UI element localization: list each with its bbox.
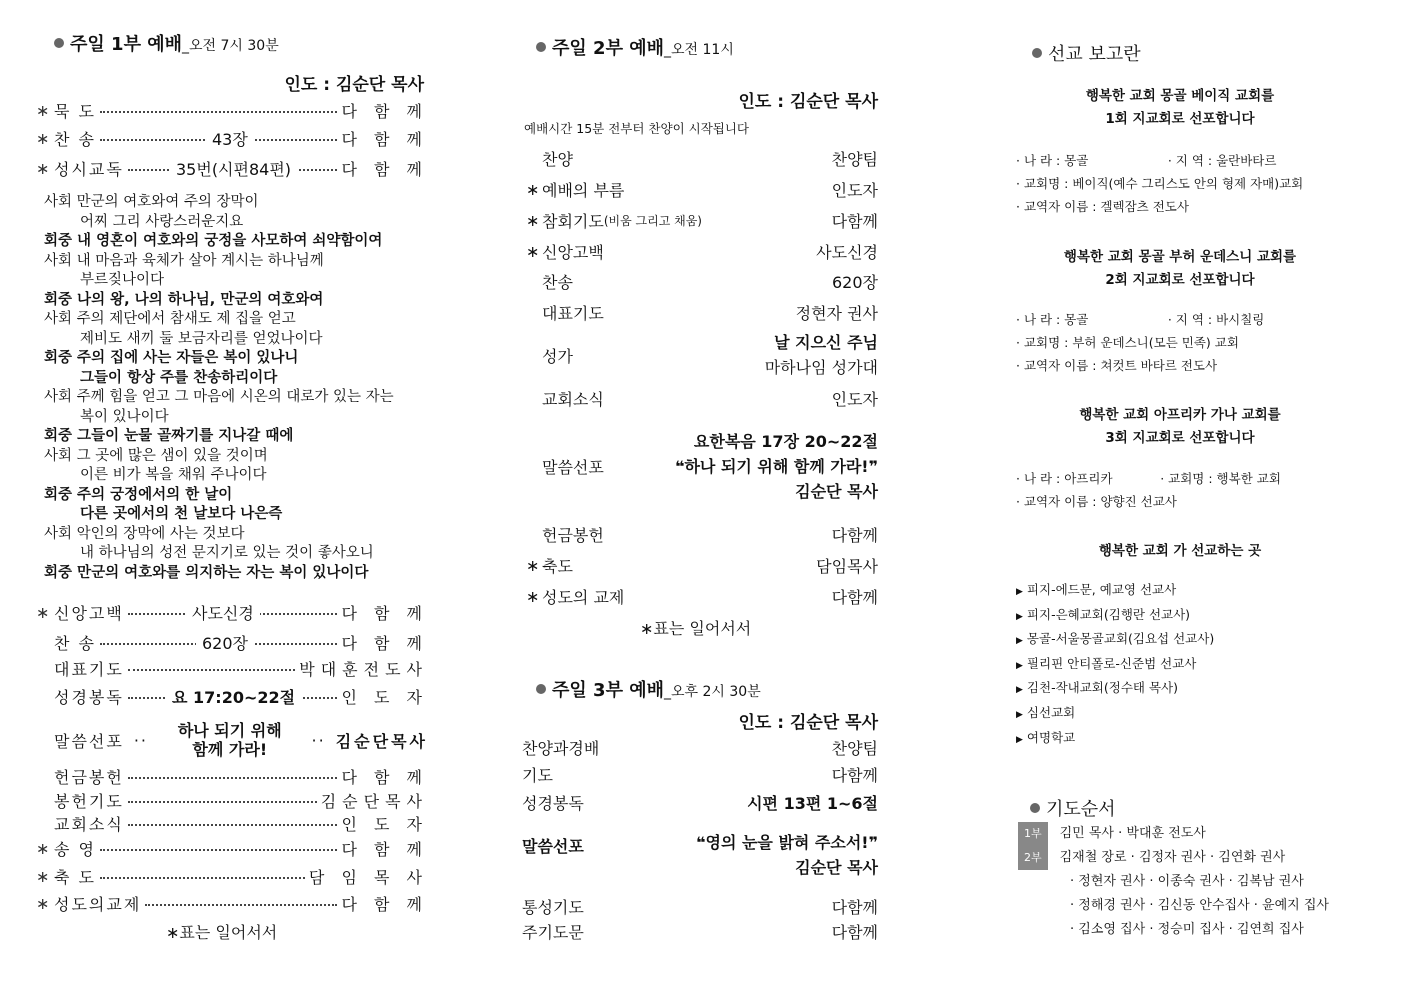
order-item-label: 예배의 부름 — [542, 180, 625, 200]
service-1-title: 주일 1부 예배 — [70, 34, 182, 55]
order-item-label: 봉헌기도 — [54, 791, 124, 811]
order-row — [522, 553, 878, 577]
order-item-label: 축도 — [542, 556, 573, 576]
sermon-preacher: 김순단 목사 — [795, 481, 878, 501]
service-1-time: _오전 7시 30분 — [182, 38, 279, 54]
order-row — [522, 522, 878, 546]
mission-2-title: 행복한 교회 몽골 부허 운데스니 교회를 2회 지교회로 선포합니다 — [1063, 249, 1297, 288]
prayer-names: 김민 목사 · 박대훈 전도사 — [1059, 826, 1206, 841]
order-row — [522, 919, 878, 943]
order-item-detail: 35번(시편84편) — [170, 157, 297, 180]
order-row — [36, 600, 428, 624]
reading-line: 사회 주의 제단에서 참새도 제 집을 얻고 — [44, 311, 296, 327]
order-item-leader: 박대훈전도사 — [299, 659, 428, 679]
order-item-leader: 다 함 께 — [341, 633, 428, 653]
order-item-leader: 인 도 자 — [341, 814, 428, 834]
standing-mark: ∗ — [36, 100, 50, 120]
order-item-leader: 찬양팀 — [831, 738, 878, 758]
standing-mark: ∗ — [526, 586, 540, 606]
reading-line: 이른 비가 복을 채워 주나이다 — [80, 467, 267, 483]
dot-leader — [100, 111, 337, 113]
triangle-bullet-icon: ▶ — [1016, 587, 1023, 597]
reading-line: 사회 그 곳에 많은 샘이 있을 것이며 — [44, 447, 268, 464]
order-item-label: 찬송 — [542, 272, 573, 292]
order-row — [36, 126, 428, 150]
order-item-leader: 다함께 — [831, 211, 878, 231]
dot-leader — [100, 877, 305, 879]
service-1-leader: 인도 : 김순단 목사 — [284, 75, 424, 95]
dot-leader — [145, 904, 337, 906]
mission-list-item — [1016, 702, 1214, 727]
supported-missions-list — [1016, 579, 1214, 751]
order-item-leader: 다 함 께 — [341, 101, 428, 121]
order-item-detail: 사도신경 — [186, 601, 260, 624]
order-row — [36, 836, 428, 860]
bullet-icon — [536, 42, 546, 52]
reading-line: 사회 주께 힘을 얻고 그 마음에 시온의 대로가 있는 자는 — [44, 389, 394, 405]
order-item-leader: 사도신경 — [816, 242, 878, 262]
sermon-label: 말씀선포 — [542, 457, 604, 477]
prayer-row — [1018, 894, 1329, 918]
mission-2-info: · 나 라 : 몽골 · 지 역 : 바시칠링 · 교회명 : 부허 운데스니(모든 민족) 교회 · 교역자 이름 : 쳐컷트 바타르 전도사 — [1016, 312, 1265, 373]
order-item-leader: 다 함 께 — [341, 767, 428, 787]
dot-leader — [128, 777, 338, 779]
triangle-bullet-icon: ▶ — [1016, 734, 1023, 745]
order-item-label: 성경봉독 — [522, 793, 584, 813]
order-row — [522, 790, 878, 814]
reading-line: 복이 있나이다 — [80, 408, 169, 425]
mission-1-title: 행복한 교회 몽골 베이직 교회를 1회 지교회로 선포합니다 — [1085, 88, 1275, 127]
standing-mark: ∗ — [526, 241, 540, 261]
reading-line: 사회 내 마음과 육체가 살아 계시는 하나님께 — [44, 252, 324, 269]
order-item-leader: 다함께 — [831, 922, 878, 942]
bullet-icon — [1032, 48, 1042, 58]
reading-line: 어찌 그리 사랑스러운지요 — [80, 213, 244, 230]
mission-name: 여명학교 — [1026, 729, 1076, 745]
prayer-row — [1018, 846, 1329, 870]
order-item-label: 성시교독 — [54, 159, 124, 179]
sermon-title: 하나 되기 위해 함께 가라! — [177, 721, 282, 759]
order-item-label: 교회소식 — [54, 814, 124, 834]
mission-list-item — [1016, 653, 1214, 678]
order-item-label: 찬 송 — [54, 633, 96, 653]
mission-3-info: · 나 라 : 아프리카 · 교회명 : 행복한 교회 · 교역자 이름 : 양향진 선교사 — [1016, 471, 1281, 509]
order-row — [522, 762, 878, 786]
triangle-bullet-icon: ▶ — [1016, 611, 1023, 622]
order-item — [522, 209, 702, 232]
dot-leader — [128, 669, 295, 671]
standing-note: ∗표는 일어서서 — [640, 619, 752, 638]
anthem-label: 성가 — [542, 346, 573, 366]
service-2-sermon-row — [522, 428, 878, 504]
order-item-leader: 620장 — [832, 272, 878, 292]
prayer-names: · 김소영 집사 · 정승미 집사 · 김연희 집사 — [1070, 922, 1304, 937]
order-item-label: 찬 송 — [54, 129, 96, 149]
order-item-detail: 43장 — [206, 127, 254, 150]
mission-name: 피지-에드문, 예교영 선교사 — [1026, 582, 1177, 597]
anthem-title: 날 지으신 주님 — [774, 333, 878, 352]
prayer-names: 김재철 장로 · 김정자 권사 · 김연화 권사 — [1059, 850, 1286, 865]
order-item-label: 대표기도 — [54, 659, 124, 679]
order-row — [522, 208, 878, 232]
praise-notice: 예배시간 15분 전부터 찬양이 시작됩니다 — [524, 121, 749, 136]
order-item-label: 통성기도 — [522, 897, 584, 917]
order-item-leader: 다 함 께 — [341, 159, 428, 179]
reading-line: 내 하나님의 성전 문지기로 있는 것이 좋사오니 — [80, 545, 374, 561]
mission-report-header: 선교 보고란 — [1032, 40, 1141, 66]
order-row — [36, 156, 428, 180]
order-item-leader: 다함께 — [831, 897, 878, 917]
order-row — [522, 735, 878, 759]
order-row — [36, 684, 428, 708]
order-row — [36, 764, 428, 788]
service-2-leader: 인도 : 김순단 목사 — [738, 92, 878, 112]
order-item-leader: 김순단목사 — [320, 791, 428, 811]
standing-mark: ∗ — [526, 210, 540, 230]
service-3-sermon-row — [522, 830, 878, 880]
standing-mark: ∗ — [36, 838, 50, 858]
order-item — [522, 301, 604, 324]
service-2-time: _오전 11시 — [664, 42, 734, 58]
order-item-label: 묵 도 — [54, 101, 96, 121]
reading-line: 그들이 항상 주를 찬송하리이다 — [80, 369, 278, 386]
order-row — [36, 811, 428, 835]
order-item-label: 성도의교제 — [54, 894, 142, 914]
order-item — [522, 523, 604, 546]
order-item-label: 성도의 교제 — [542, 587, 625, 607]
standing-mark: ∗ — [36, 128, 50, 148]
sermon-title: ❝영의 눈을 밝혀 주소서!❞ — [696, 833, 878, 852]
service-2-header — [536, 34, 734, 60]
order-item-label: 성경봉독 — [54, 687, 124, 707]
service-tag: 2부 — [1018, 846, 1048, 870]
order-item-leader: 다함께 — [831, 587, 878, 607]
order-item — [522, 240, 604, 263]
service-2-title: 주일 2부 예배 — [552, 38, 664, 59]
standing-mark: ∗ — [36, 866, 50, 886]
order-item-label: 기도 — [522, 765, 553, 785]
prayer-row — [1018, 822, 1329, 846]
order-item — [522, 270, 573, 293]
reading-line: 회중 그들이 눈물 골짜기를 지나갈 때에 — [44, 428, 294, 444]
sermon-label: 말씀선포 — [522, 837, 584, 856]
triangle-bullet-icon: ▶ — [1016, 709, 1023, 720]
order-item-label: 신앙고백 — [54, 603, 124, 623]
bullet-icon — [536, 684, 546, 694]
service-1-sermon-row: 말씀선포 ·· 하나 되기 위해 함께 가라! ·· 김순단목사 — [54, 721, 428, 759]
sermon-title: ❝하나 되기 위해 함께 가라!❞ — [675, 456, 878, 476]
order-item-leader: 담 임 목 사 — [308, 867, 428, 887]
standing-mark: ∗ — [36, 893, 50, 913]
reading-line: 제비도 새끼 둘 보금자리를 얻었나이다 — [80, 330, 323, 347]
order-row — [522, 300, 878, 324]
order-row — [36, 891, 428, 915]
order-row — [36, 656, 428, 680]
triangle-bullet-icon: ▶ — [1016, 685, 1023, 696]
standing-mark: ∗ — [526, 555, 540, 575]
prayer-names: · 정현자 권사 · 이종숙 권사 · 김복남 권사 — [1070, 874, 1304, 889]
service-3-title: 주일 3부 예배 — [552, 680, 664, 701]
bullet-icon — [1030, 803, 1040, 813]
triangle-bullet-icon: ▶ — [1016, 660, 1023, 671]
standing-mark: ∗ — [36, 602, 50, 622]
order-item-detail: 요 17:20~22절 — [166, 685, 301, 708]
sermon-preacher: 김순단목사 — [335, 731, 428, 751]
mission-name: 피지-은혜교회(김행란 선교사) — [1026, 606, 1191, 622]
order-item-leader: 시편 13편 1~6절 — [747, 793, 878, 813]
responsive-reading — [44, 193, 394, 583]
order-row — [522, 584, 878, 608]
order-row — [36, 630, 428, 654]
order-item-leader: 다 함 께 — [341, 839, 428, 859]
order-item-label: 대표기도 — [542, 303, 604, 323]
supported-missions-title: 행복한 교회 가 선교하는 곳 — [1098, 543, 1262, 559]
order-item-label: 참회기도 — [542, 211, 604, 231]
reading-line: 회중 만군의 여호와를 의지하는 자는 복이 있나이다 — [44, 564, 369, 581]
order-item — [522, 554, 573, 577]
reading-line: 회중 주의 궁정에서의 한 날이 — [44, 486, 233, 503]
reading-line: 회중 나의 왕, 나의 하나님, 만군의 여호와여 — [44, 291, 324, 308]
order-item-leader: 인도자 — [831, 180, 878, 200]
prayer-order-header: 기도순서 — [1030, 795, 1116, 821]
reading-line: 회중 내 영혼이 여호와의 궁정을 사모하여 쇠약함이여 — [44, 233, 383, 249]
order-item-leader: 담임목사 — [816, 556, 878, 576]
order-item-leader: 다함께 — [831, 765, 878, 785]
service-3-time: _오후 2시 30분 — [664, 684, 761, 700]
reading-line: 사회 악인의 장막에 사는 것보다 — [44, 525, 245, 542]
mission-list-item — [1016, 677, 1214, 702]
mission-list-item — [1016, 604, 1214, 629]
order-item-label: 찬양과경배 — [522, 738, 600, 758]
mission-3-title: 행복한 교회 아프리카 가나 교회를 3회 지교회로 선포합니다 — [1079, 407, 1281, 446]
sermon-label: 말씀선포 — [54, 731, 124, 751]
bullet-icon — [54, 38, 64, 48]
standing-note: ∗표는 일어서서 — [166, 923, 278, 942]
order-row — [522, 239, 878, 263]
mission-name: 김천-작내교회(정수태 목사) — [1026, 680, 1178, 696]
order-item-leader: 다 함 께 — [341, 894, 428, 914]
order-row — [36, 864, 428, 888]
reading-line: 회중 주의 집에 사는 자들은 복이 있나니 — [44, 350, 299, 366]
order-item-label: 축 도 — [54, 867, 96, 887]
order-item-leader: 다 함 께 — [341, 129, 428, 149]
service-1-header — [54, 30, 279, 56]
order-row — [522, 269, 878, 293]
triangle-bullet-icon: ▶ — [1016, 636, 1023, 647]
order-item-note: (비움 그리고 채움) — [603, 213, 702, 228]
standing-mark: ∗ — [36, 158, 50, 178]
prayer-order-list — [1018, 822, 1329, 942]
mission-list-item — [1016, 579, 1214, 604]
order-row — [522, 894, 878, 918]
news-row: 교회소식 인도자 — [542, 389, 878, 409]
order-row — [522, 146, 878, 170]
order-item-label: 주기도문 — [522, 922, 584, 942]
order-item-label: 헌금봉헌 — [54, 767, 124, 787]
order-item-leader: 찬양팀 — [831, 149, 878, 169]
order-item-leader: 다함께 — [831, 525, 878, 545]
mission-name: 몽골-서울몽골교회(김요섭 선교사) — [1026, 631, 1215, 647]
dot-leader — [128, 801, 317, 803]
order-item — [522, 147, 573, 170]
order-item — [522, 178, 624, 201]
sermon-scripture: 요한복음 17장 20~22절 — [693, 431, 878, 451]
order-item-label: 신앙고백 — [542, 242, 604, 262]
mission-name: 필리핀 안티폴로-신준범 선교사 — [1026, 655, 1197, 671]
order-item-label: 헌금봉헌 — [542, 525, 604, 545]
order-item-detail: 620장 — [196, 631, 254, 654]
mission-1-info: · 나 라 : 몽골 · 지 역 : 울란바타르 · 교회명 : 베이직(예수 그리스도 안의 형제 자매)교회 · 교역자 이름 : 겔렉잠츠 전도사 — [1016, 153, 1304, 214]
prayer-row — [1018, 918, 1329, 942]
prayer-names: · 정해경 권사 · 김신동 안수집사 · 윤예지 집사 — [1070, 898, 1329, 913]
order-row — [36, 98, 428, 122]
reading-line: 다른 곳에서의 천 날보다 나은즉 — [80, 506, 283, 522]
dot-leader — [128, 824, 338, 826]
order-item-leader: 다 함 께 — [341, 603, 428, 623]
mission-list-item — [1016, 628, 1214, 653]
standing-mark: ∗ — [526, 179, 540, 199]
order-item-leader: 정현자 권사 — [795, 303, 878, 323]
order-row — [522, 177, 878, 201]
order-item-label: 송 영 — [54, 839, 96, 859]
order-item — [522, 585, 624, 608]
order-item-label: 찬양 — [542, 149, 573, 169]
prayer-row — [1018, 870, 1329, 894]
sermon-preacher: 김순단 목사 — [795, 858, 878, 877]
dot-leader — [100, 849, 337, 851]
anthem-choir: 마하나임 성가대 — [764, 358, 878, 377]
service-3-leader: 인도 : 김순단 목사 — [738, 713, 878, 733]
reading-line: 사회 만군의 여호와여 주의 장막이 — [44, 194, 259, 210]
service-3-header — [536, 676, 761, 702]
order-item-leader: 인 도 자 — [341, 687, 428, 707]
mission-list-item — [1016, 727, 1214, 752]
reading-line: 부르짖나이다 — [80, 272, 165, 288]
order-row — [36, 788, 428, 812]
service-tag: 1부 — [1018, 822, 1048, 846]
anthem-row — [522, 330, 878, 380]
mission-name: 심선교회 — [1026, 704, 1076, 720]
